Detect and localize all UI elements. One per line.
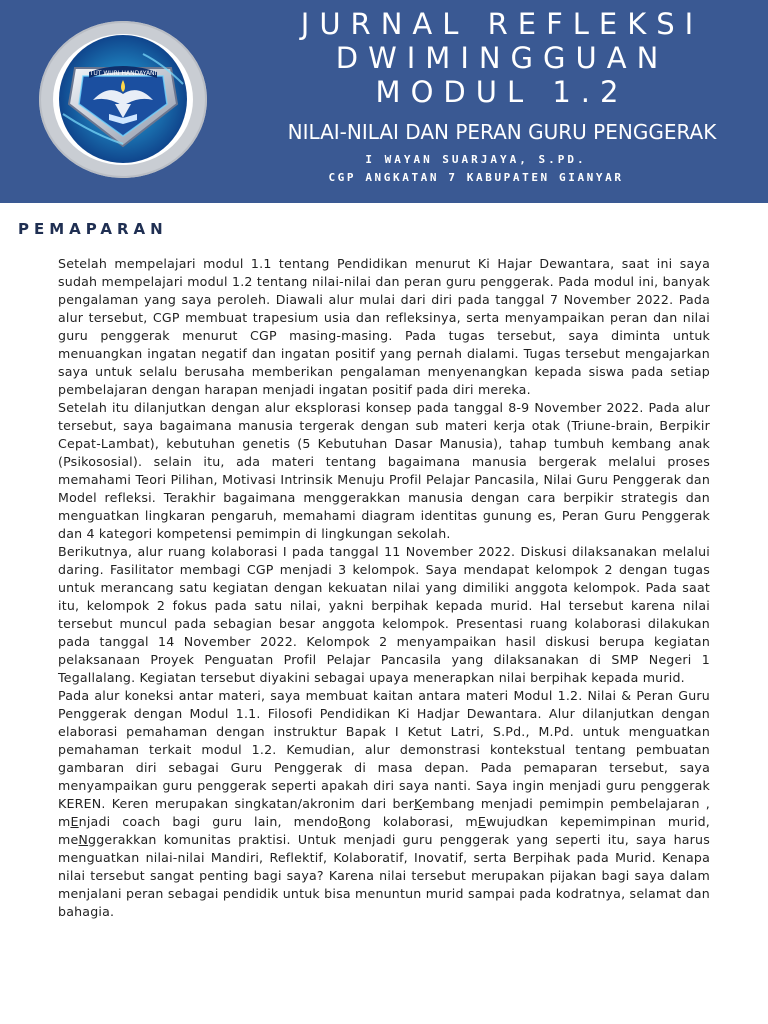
cgp-batch: CGP ANGKATAN 7 KABUPATEN GIANYAR — [328, 171, 624, 184]
acronym-letter-r: R — [338, 814, 347, 829]
paragraph-4-part-2: embang menjadi pemimpin pembelajaran , m — [58, 796, 710, 829]
body-text — [58, 255, 710, 921]
title-line-3: MODUL 1.2 — [375, 75, 629, 109]
section-heading: PEMAPARAN — [18, 220, 168, 238]
paragraph-4-part-5: wujudkan kepemimpinan murid, me — [58, 814, 711, 847]
acronym-letter-n: N — [78, 832, 89, 847]
paragraph-3: Berikutnya, alur ruang kolaborasi I pada tanggal 11 November 2022. Diskusi dilaksanakan melalui daring. Fasilitator membagi CGP menjadi 3 kelompok. Saya mendapat kelompok 2 dengan tugas untuk merancang satu kegiatan dengan kekuatan nilai yang dimiliki anggota kelompok. Pada saat itu, kelompok 2 fokus pada satu nilai, yakni berpihak kepada murid. Hal tersebut karena nilai tersebut muncul pada sebagian besar anggota kelompok. Presentasi ruang kolaborasi dilakukan pada tanggal 14 November 2022. Kelompok 2 menyampaikan hasil diskusi berupa kegiatan pelaksanaan Proyek Penguatan Profil Pelajar Pancasila yang dilaksanakan di SMP Negeri 1 Tegallalang. Kegiatan tersebut diyakini sebagai upaya menerapkan nilai berpihak kepada murid. — [58, 544, 710, 685]
paragraph-4-part-1: Pada alur koneksi antar materi, saya membuat kaitan antara materi Modul 1.2. Nilai & Peran Guru Penggerak dengan Modul 1.1. Filosofi Pendidikan Ki Hadjar Dewantara. Alur dilanjutkan dengan elaborasi pemahaman dengan instruktur Bapak I Ketut Latri, S.Pd., M.Pd. untuk menguatkan pemahaman terkait modul 1.2. Kemudian, alur demonstrasi kontekstual tentang pembuatan gambaran diri sebagai Guru Penggerak di masa depan. Pada pemaparan tersebut, saya menyampaikan guru penggerak seperti apakah diri saya nanti. Saya ingin menjadi guru penggerak KEREN. Keren merupakan singkatan/akronim dari ber — [58, 688, 710, 811]
paragraph-4-part-4: ong kolaborasi, m — [346, 814, 478, 829]
tut-wuri-handayani-logo-icon — [53, 34, 193, 165]
header-banner — [0, 0, 768, 203]
title-line-1: JURNAL REFLEKSI — [300, 7, 704, 41]
title-line-2: DWIMINGGUAN — [335, 41, 669, 75]
acronym-letter-e-1: E — [70, 814, 79, 829]
paragraph-4-part-6: ggerakkan komunitas praktisi. Untuk menjadi guru penggerak yang seperti itu, saya harus menguatkan nilai-nilai Mandiri, Reflektif, Kolaboratif, Inovatif, serta Berpihak pada Murid. Kenapa nilai tersebut sangat penting bagi saya? Karena nilai tersebut merupakan pijakan bagi saya dalam menjalani peran sebagai pendidik untuk bisa menuntun murid sampai pada kodratnya, selamat dan bahagia. — [58, 832, 710, 919]
paragraph-2: Setelah itu dilanjutkan dengan alur eksplorasi konsep pada tanggal 8-9 November 2022. Pada alur tersebut, saya bagaimana manusia tergerak dengan sub materi kerja otak (Triune-brain, Berpikir Cepat-Lambat), kebutuhan genetis (5 Kebutuhan Dasar Manusia), tahap tumbuh kembang anak (Psikososial). selain itu, ada materi tentang bagaimana manusia bergerak melalui proses memahami Teori Pilihan, Motivasi Intrinsik Menuju Profil Pelajar Pancasila, Nilai Guru Penggerak dan Model refleksi. Terakhir bagaimana menggerakkan manusia dengan cara berpikir strategis dan menguatkan lingkaran pengaruh, memahami diagram identitas gunung es, Peran Guru Penggerak dan 4 kategori kompetensi pemimpin di lingkungan sekolah. — [58, 400, 710, 541]
author-name: I WAYAN SUARJAYA, S.PD. — [365, 153, 587, 166]
paragraph-4 — [58, 687, 710, 921]
logo-text: TUT WURI HANDAYANI — [89, 70, 157, 77]
paragraph-1: Setelah mempelajari modul 1.1 tentang Pendidikan menurut Ki Hajar Dewantara, saat ini saya sudah mempelajari modul 1.2 tentang nilai-nilai dan peran guru penggerak. Pada modul ini, banyak pengalaman yang saya peroleh. Diawali alur mulai dari diri pada tanggal 7 November 2022. Pada alur tersebut, CGP membuat trapesium usia dan refleksinya, serta menyampaikan peran dan nilai guru penggerak menurut CGP masing-masing. Pada tugas tersebut, saya diminta untuk menuangkan ingatan negatif dan ingatan positif yang pernah dialami. Tugas tersebut mengajarkan saya untuk selalu berusaha memberikan pengalaman menyenangkan kepada siswa pada setiap pembelajaran dengan harapan menjadi ingatan positif pada diri mereka. — [58, 256, 710, 397]
acronym-letter-k: K — [413, 796, 422, 811]
acronym-letter-e-2: E — [477, 814, 487, 829]
paragraph-4-part-3: njadi coach bagi guru lain, mendo — [78, 814, 339, 829]
subtitle: NILAI-NILAI DAN PERAN GURU PENGGERAK — [287, 120, 717, 144]
